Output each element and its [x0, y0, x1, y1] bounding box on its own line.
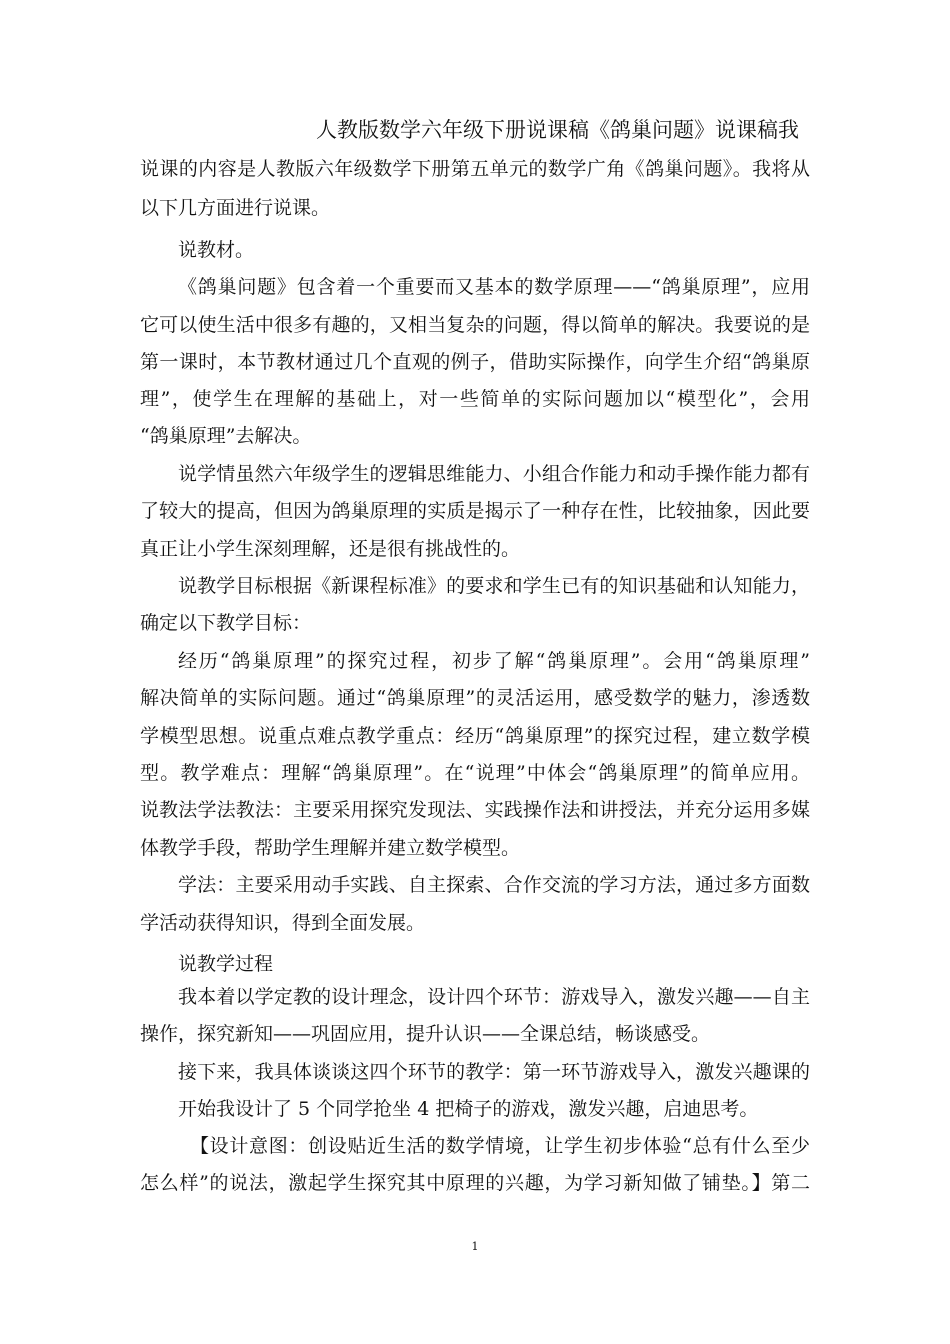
- paragraph-line: 真正让小学生深刻理解，还是很有挑战性的。: [140, 538, 521, 560]
- paragraph-line: 第一课时，本节教材通过几个直观的例子，借助实际操作，向学生介绍“鸽巢原: [140, 351, 810, 373]
- paragraph-line: 解决简单的实际问题。通过“鸽巢原理”的灵活运用，感受数学的魅力，渗透数: [140, 687, 810, 709]
- paragraph-line: 学法：主要采用动手实践、自主探索、合作交流的学习方法，通过多方面数: [178, 874, 810, 896]
- paragraph-line: 了较大的提高，但因为鸽巢原理的实质是揭示了一种存在性，比较抽象，因此要: [140, 500, 810, 522]
- paragraph-line: 我本着以学定教的设计理念，设计四个环节：游戏导入，激发兴趣——自主: [178, 986, 810, 1008]
- paragraph-line: 理”，使学生在理解的基础上，对一些简单的实际问题加以“模型化”，会用: [140, 388, 810, 410]
- paragraph-line: 操作，探究新知——巩固应用，提升认识——全课总结，畅谈感受。: [140, 1023, 711, 1045]
- paragraph-line: 学模型思想。说重点难点教学重点：经历“鸽巢原理”的探究过程，建立数学模: [140, 725, 810, 747]
- paragraph-line: 经历“鸽巢原理”的探究过程，初步了解“鸽巢原理”。会用“鸽巢原理”: [178, 650, 810, 672]
- paragraph-line: 型。教学难点：理解“鸽巢原理”。在“说理”中体会“鸽巢原理”的简单应用。: [140, 762, 810, 784]
- paragraph-line: 怎么样”的说法，激起学生探究其中原理的兴趣，为学习新知做了铺垫。】第二: [140, 1172, 810, 1194]
- paragraph-line: 学活动获得知识，得到全面发展。: [140, 912, 426, 934]
- paragraph-line: 体教学手段，帮助学生理解并建立数学模型。: [140, 837, 521, 859]
- paragraph-line: 接下来，我具体谈谈这四个环节的教学：第一环节游戏导入，激发兴趣课的: [178, 1061, 810, 1083]
- paragraph-line: 说教法学法教法：主要采用探究发现法、实践操作法和讲授法，并充分运用多媒: [140, 799, 810, 821]
- paragraph-line: 《鸽巢问题》包含着一个重要而又基本的数学原理——“鸽巢原理”，应用: [178, 276, 810, 298]
- section-heading: 说教材。: [178, 239, 255, 261]
- paragraph-line: 说学情虽然六年级学生的逻辑思维能力、小组合作能力和动手操作能力都有: [178, 463, 810, 485]
- paragraph-line: 它可以使生活中很多有趣的，又相当复杂的问题，得以简单的解决。我要说的是: [140, 314, 810, 336]
- paragraph-line: 【设计意图：创设贴近生活的数学情境，让学生初步体验“总有什么至少: [190, 1135, 810, 1157]
- paragraph-line: 说教学目标根据《新课程标准》的要求和学生已有的知识基础和认知能力，: [178, 575, 810, 597]
- document-title-line: 人教版数学六年级下册说课稿《鸽巢问题》说课稿我: [316, 118, 799, 142]
- paragraph-line: 以下几方面进行说课。: [140, 197, 331, 219]
- paragraph-line: 说课的内容是人教版六年级数学下册第五单元的数学广角《鸽巢问题》。我将从: [140, 158, 810, 180]
- paragraph-line: “鸽巢原理”去解决。: [140, 425, 312, 447]
- section-heading: 说教学过程: [178, 953, 274, 975]
- page-number: 1: [471, 1240, 479, 1253]
- paragraph-line: 确定以下教学目标：: [140, 612, 312, 634]
- paragraph-line: 开始我设计了 5 个同学抢坐 4 把椅子的游戏，激发兴趣，启迪思考。: [178, 1098, 759, 1120]
